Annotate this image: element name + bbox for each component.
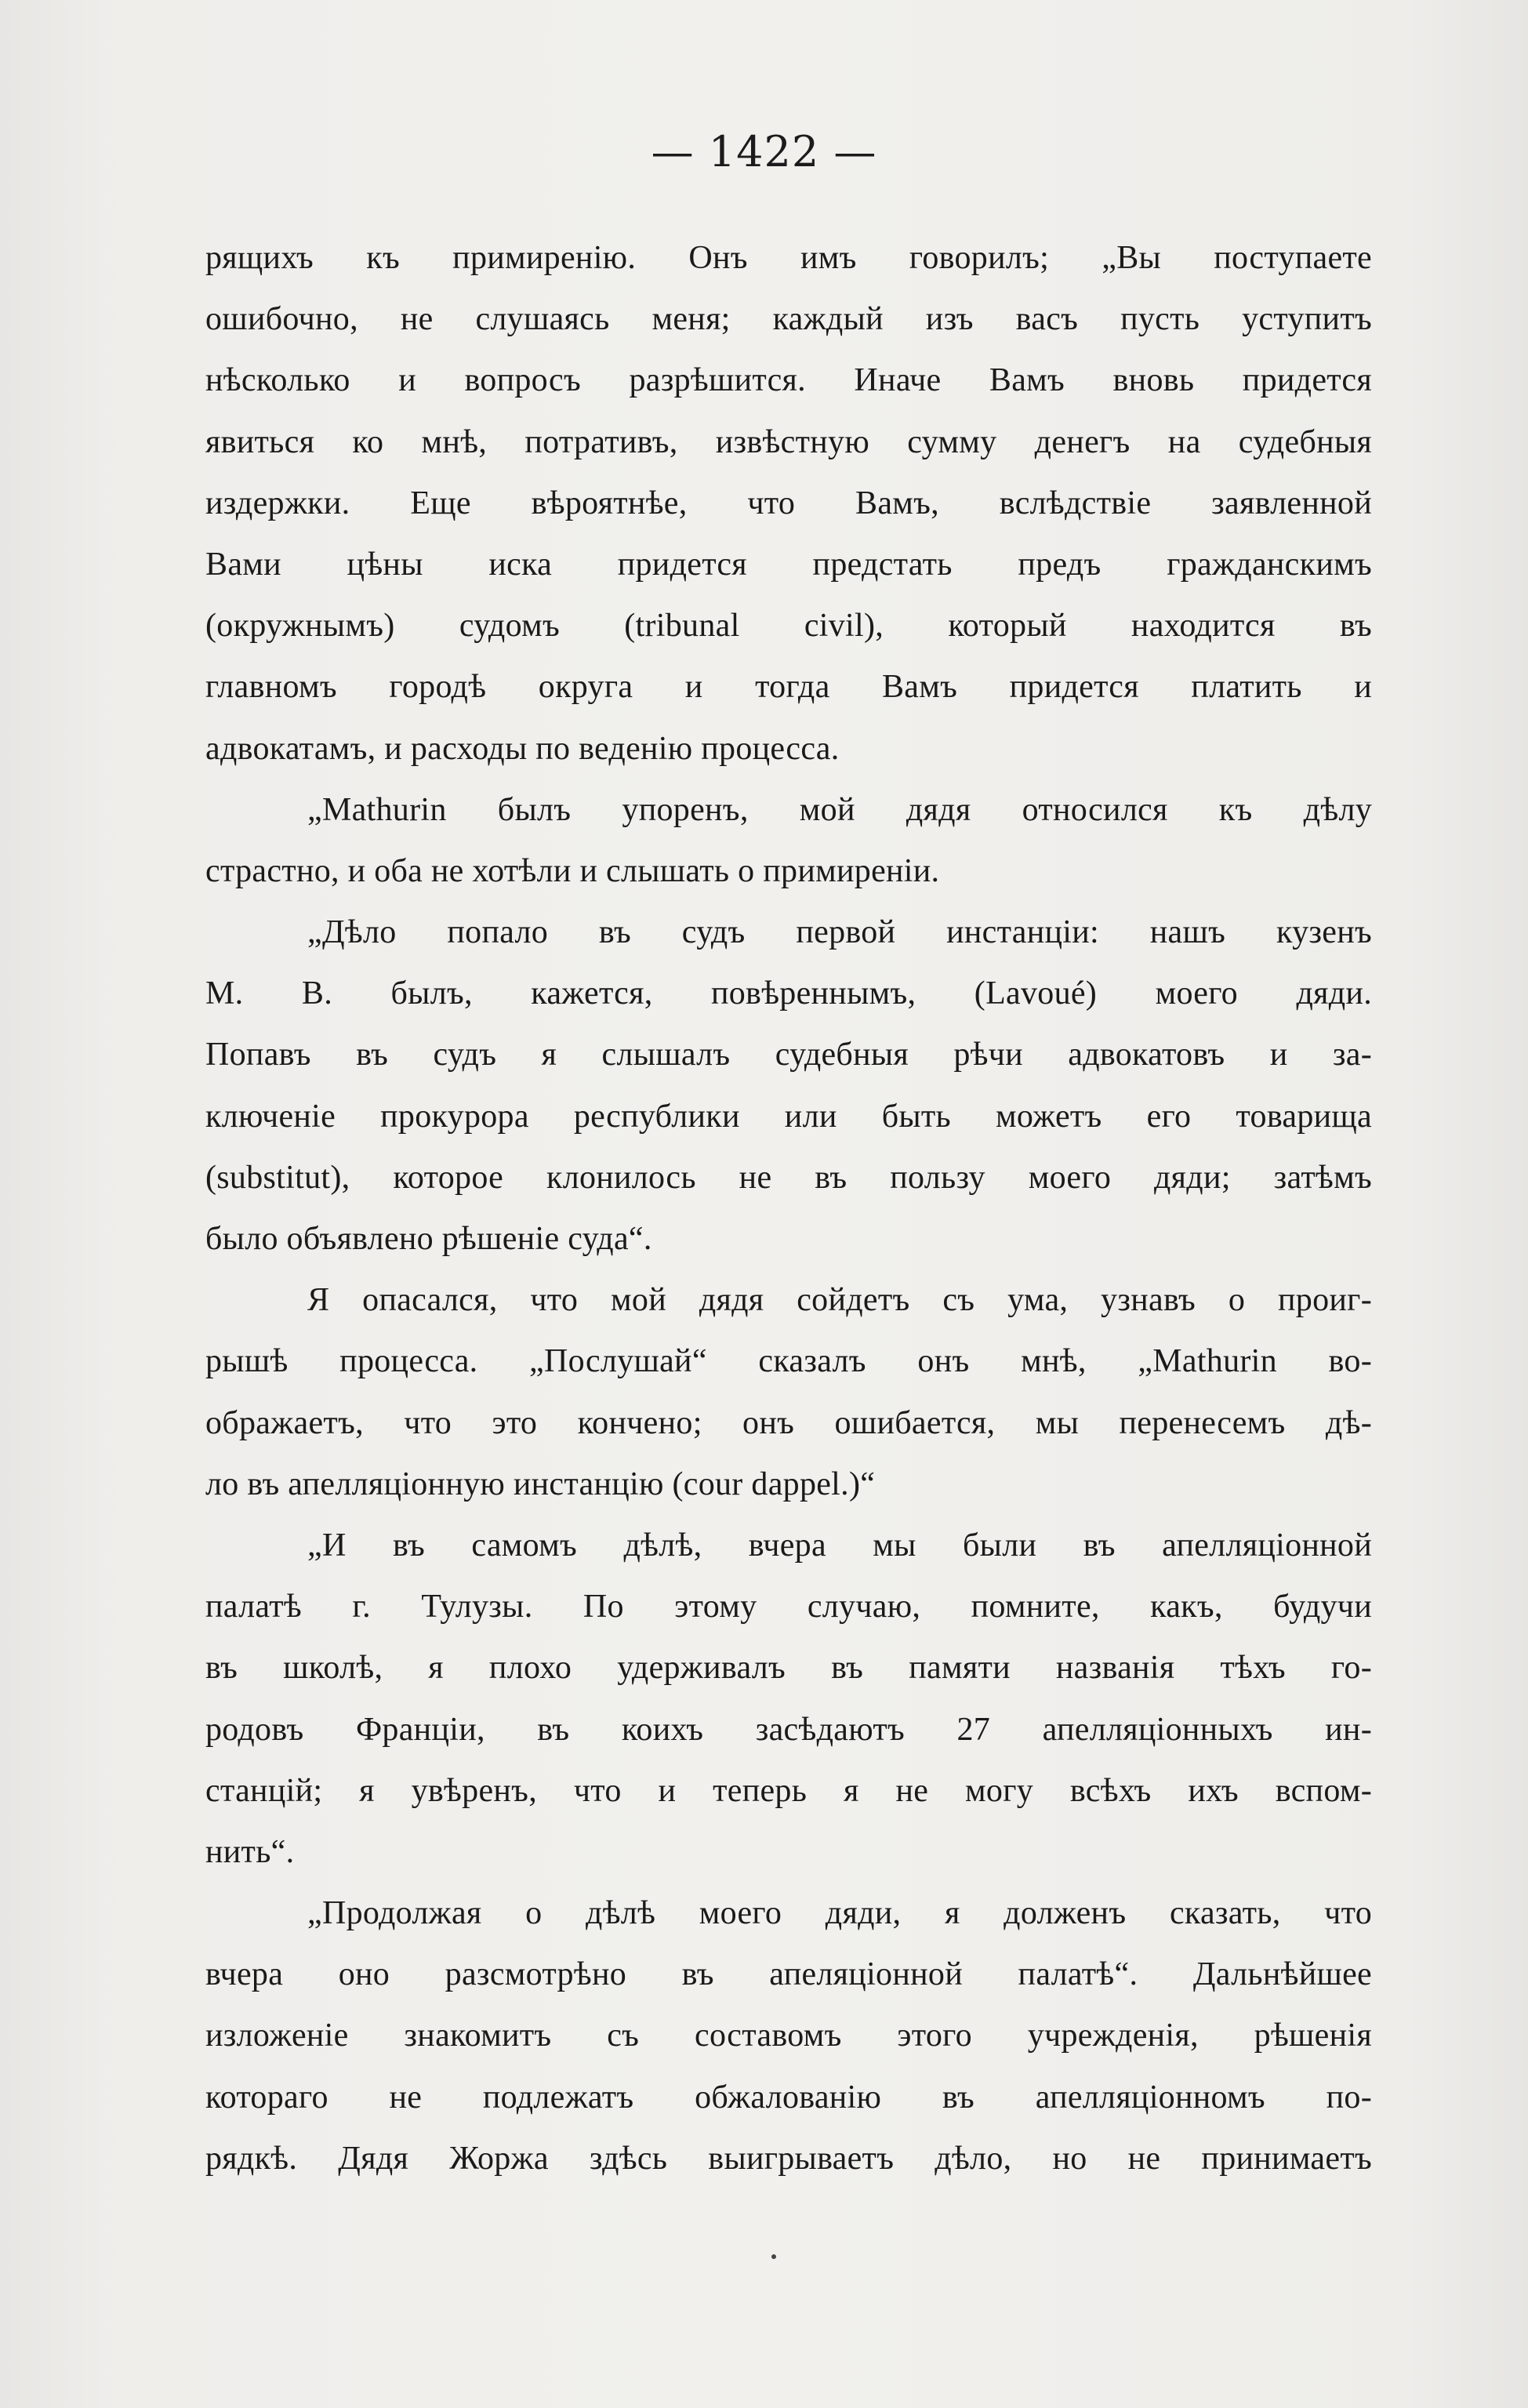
text-line: ключеніе прокурора республики или быть можетъ его товарища — [205, 1098, 1372, 1135]
text-line: „Продолжая о дѣлѣ моего дяди, я долженъ сказать, что — [307, 1895, 1372, 1932]
text-line: издержки. Еще вѣроятнѣе, что Вамъ, вслѣдствіе заявленной — [205, 485, 1372, 521]
text-line: Вами цѣны иска придется предстать предъ гражданскимъ — [205, 546, 1372, 583]
body-text — [205, 227, 1372, 2189]
text-line: станцій; я увѣренъ, что и теперь я не могу всѣхъ ихъ вспом- — [205, 1772, 1372, 1809]
text-line: вчера оно разсмотрѣно въ апеляціонной палатѣ“. Дальнѣйшее — [205, 1956, 1372, 1993]
text-line: рядкѣ. Дядя Жоржа здѣсь выигрываетъ дѣло, но не принимаетъ — [205, 2140, 1372, 2177]
text-line: было объявлено рѣшеніе суда“. — [205, 1221, 652, 1257]
text-line: въ школѣ, я плохо удерживалъ въ памяти названія тѣхъ го- — [205, 1650, 1372, 1687]
text-line: страстно, и оба не хотѣли и слышать о примиреніи. — [205, 852, 940, 889]
print-speck — [771, 2254, 776, 2259]
text-line: явиться ко мнѣ, потративъ, извѣстную сумму денегъ на судебныя — [205, 423, 1372, 460]
text-line: ображаетъ, что это кончено; онъ ошибается, мы перенесемъ дѣ- — [205, 1404, 1372, 1441]
text-line: котораго не подлежатъ обжалованію въ апелляціонномъ по- — [205, 2079, 1372, 2116]
text-line: „Дѣло попало въ судъ первой инстанціи: нашъ кузенъ — [307, 914, 1372, 951]
page-number: — 1422 — — [651, 127, 877, 176]
text-line: изложеніе знакомитъ съ составомъ этого учрежденія, рѣшенія — [205, 2018, 1372, 2054]
text-line: ошибочно, не слушаясь меня; каждый изъ васъ пусть уступитъ — [205, 301, 1372, 338]
text-line: адвокатамъ, и расходы по веденію процесса. — [205, 730, 840, 767]
text-line: „И въ самомъ дѣлѣ, вчера мы были въ апелляціонной — [307, 1527, 1372, 1564]
text-line: (окружнымъ) судомъ (tribunal civil), который находится въ — [205, 608, 1372, 645]
text-line: (substitut), которое клонилось не въ пользу моего дяди; затѣмъ — [205, 1159, 1372, 1196]
text-line: рышѣ процесса. „Послушай“ сказалъ онъ мнѣ, „Mathurin во- — [205, 1343, 1372, 1380]
text-line: главномъ городѣ округа и тогда Вамъ придется платить и — [205, 669, 1372, 706]
text-line: Я опасался, что мой дядя сойдетъ съ ума, узнавъ о проиг- — [307, 1282, 1372, 1319]
text-line: нѣсколько и вопросъ разрѣшится. Иначе Вамъ вновь придется — [205, 362, 1372, 399]
text-line: М. В. былъ, кажется, повѣреннымъ, (Lavoué) моего дяди. — [205, 975, 1372, 1012]
text-line: родовъ Франціи, въ коихъ засѣдаютъ 27 апелляціонныхъ ин- — [205, 1711, 1372, 1748]
text-line: ло въ апелляціонную инстанцію (cour dappel.)“ — [205, 1466, 876, 1502]
text-line: рящихъ къ примиренію. Онъ имъ говорилъ; „Вы поступаете — [205, 240, 1372, 276]
text-line: „Mathurin былъ упоренъ, мой дядя относился къ дѣлу — [307, 791, 1372, 828]
text-line: нить“. — [205, 1833, 295, 1870]
text-line: Попавъ въ судъ я слышалъ судебныя рѣчи адвокатовъ и за- — [205, 1037, 1372, 1073]
text-line: палатѣ г. Тулузы. По этому случаю, помните, какъ, будучи — [205, 1589, 1372, 1625]
